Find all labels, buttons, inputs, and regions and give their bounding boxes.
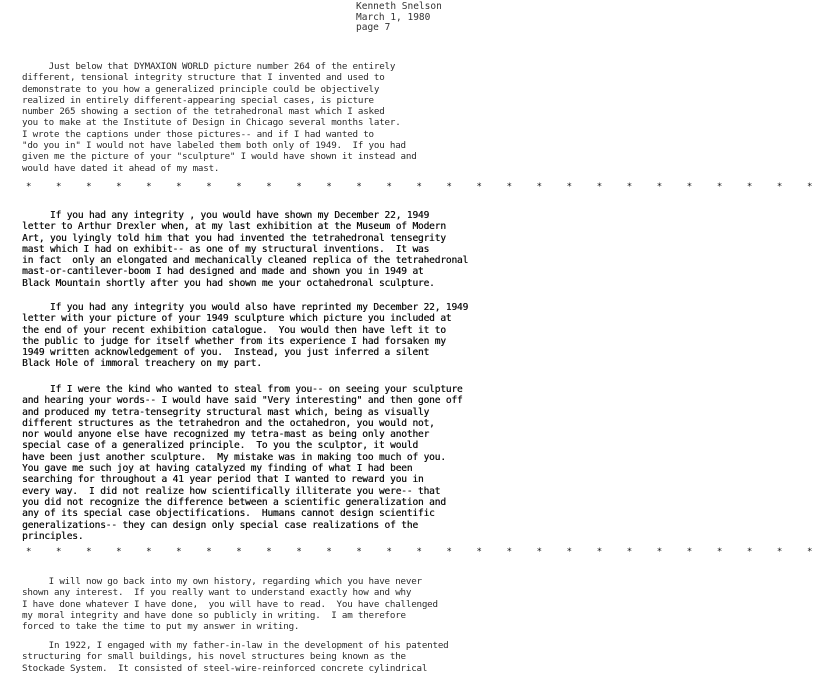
paragraph-own-history: [22, 576, 482, 632]
text-line: principles.: [22, 530, 84, 542]
text-line: If you had any integrity you would also have reprinted my December 22, 1949: [22, 302, 469, 313]
text-line: letter with your picture of your 1949 sculpture which picture you included at: [22, 313, 452, 325]
page-number: page 7: [356, 22, 391, 33]
text-line: Art, you lyingly told him that you had invented the tetrahedronal tensegrity: [22, 232, 446, 244]
text-line: my moral integrity and have done so publicly in writing. I am therefore: [22, 609, 406, 621]
text-line: You gave me such joy at having catalyzed my finding of what I had been: [22, 463, 413, 475]
text-line: different, tensional integrity structure that I invented and used to: [22, 72, 385, 84]
paragraph-exhibition-catalogue: [22, 302, 482, 370]
text-line: Black Mountain shortly after you had shown me your octahedronal sculpture.: [22, 277, 435, 289]
text-line: number 265 showing a section of the tetrahedronal mast which I asked: [22, 106, 385, 118]
text-line: Stockade System. It consisted of steel-wire-reinforced concrete cylindrical: [22, 662, 428, 674]
text-line: Just below that DYMAXION WORLD picture number 264 of the entirely: [22, 61, 396, 72]
text-line: you to make at the Institute of Design in Chicago several months later.: [22, 117, 401, 129]
text-line: "do you in" I would not have labeled them both only of 1949. If you had: [22, 140, 406, 152]
text-line: every way. I did not realize how scientifically illiterate you were-- that: [22, 485, 441, 497]
text-line: different structures as the tetrahedron and the octahedron, you would not,: [22, 417, 435, 429]
section-separator: * * * * * * * * * * * * * * * * * * * * * * * * * * *: [26, 182, 822, 192]
text-line: Black Hole of immoral treachery on my part.: [22, 358, 262, 370]
text-line: you did not recognize the difference between a scientific generalization and: [22, 496, 446, 508]
text-line: have been just another sculpture. My mistake was in making too much of you.: [22, 451, 446, 463]
text-line: the public to judge for itself whether from its experience I had forsaken my: [22, 335, 446, 347]
text-line: mast which I had on exhibit-- as one of my structural inventions. It was: [22, 243, 430, 255]
text-line: structuring for small buildings, his novel structures being known as the: [22, 651, 406, 663]
text-line: the end of your recent exhibition catalogue. You would then have left it to: [22, 324, 446, 336]
text-line: 1949 written acknowledgement of you. Instead, you just inferred a silent: [22, 347, 430, 359]
text-line: and produced my tetra-tensegrity structural mast which, being as visually: [22, 406, 430, 418]
text-line: letter to Arthur Drexler when, at my last exhibition at the Museum of Modern: [22, 221, 446, 233]
paragraph-tetra-mast: [22, 384, 482, 542]
text-line: searching for throughout a 41 year period that I wanted to reward you in: [22, 474, 424, 486]
letter-date: March 1, 1980: [356, 11, 431, 23]
paragraph-dymaxion-pictures: [22, 61, 482, 174]
text-line: If I were the kind who wanted to steal from you-- on seeing your sculpture: [22, 384, 463, 395]
text-line: in fact only an elongated and mechanically cleaned replica of the tetrahedronal: [22, 255, 469, 267]
text-line: forced to take the time to put my answer in writing.: [22, 621, 300, 633]
paragraph-stockade-system: [22, 640, 482, 674]
text-line: special case of a generalized principle. To you the sculptor, it would: [22, 440, 418, 452]
text-line: generalizations-- they can design only special case realizations of the: [22, 519, 418, 531]
author-name: Kenneth Snelson: [356, 1, 442, 12]
text-line: shown any interest. If you really want to understand exactly how and why: [22, 587, 412, 599]
text-line: any of its special case objectifications. Humans cannot design scientific: [22, 508, 435, 520]
paragraph-drexler-letter: [22, 210, 482, 289]
text-line: realized in entirely different-appearing special cases, is picture: [22, 94, 374, 106]
text-line: would have dated it ahead of my mast.: [22, 162, 220, 174]
text-line: I wrote the captions under those pictures-- and if I had wanted to: [22, 128, 374, 140]
letter-header: [356, 2, 442, 34]
text-line: mast-or-cantilever-boom I had designed and made and shown you in 1949 at: [22, 266, 424, 278]
text-line: nor would anyone else have recognized my tetra-mast as being only another: [22, 429, 430, 441]
text-line: If you had any integrity , you would have shown my December 22, 1949: [22, 210, 430, 221]
section-separator: * * * * * * * * * * * * * * * * * * * * * * * * * * *: [26, 547, 822, 557]
text-line: I have done whatever I have done, you will have to read. You have challenged: [22, 598, 438, 610]
text-line: demonstrate to you how a generalized principle could be objectively: [22, 83, 380, 95]
text-line: I will now go back into my own history, regarding which you have never: [22, 576, 422, 587]
text-line: given me the picture of your "sculpture" I would have shown it instead and: [22, 151, 417, 163]
text-line: In 1922, I engaged with my father-in-law in the development of his patented: [22, 640, 449, 651]
text-line: and hearing your words-- I would have said "Very interesting" and then gone off: [22, 395, 463, 407]
